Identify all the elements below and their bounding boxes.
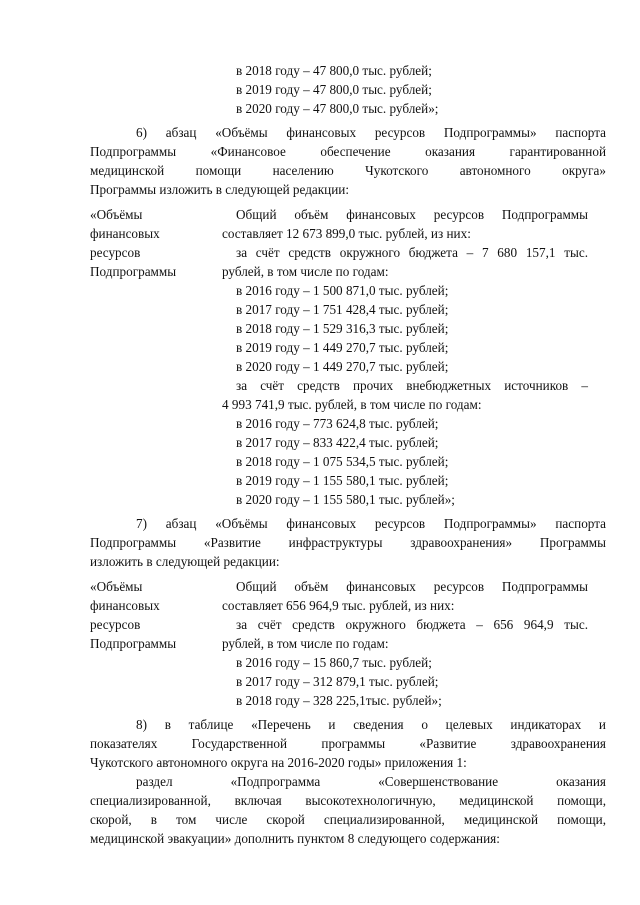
block6-label: «Объёмы: [90, 207, 143, 222]
block6-label: финансовых: [90, 226, 160, 241]
block6-text: в 2017 году – 833 422,4 тыс. рублей;: [236, 435, 439, 450]
block7-text: в 2016 году – 15 860,7 тыс. рублей;: [236, 655, 432, 670]
item8-section-line: специализированной, включая высокотехнологичную, медицинской помощи,: [90, 793, 606, 808]
block7-label: финансовых: [90, 598, 160, 613]
block6-label: ресурсов: [90, 245, 141, 260]
item6-line: 6) абзац «Объёмы финансовых ресурсов Подпрограммы» паспорта: [136, 125, 606, 140]
block7-text: за счёт средств окружного бюджета – 656 964,9 тыс.: [236, 617, 588, 632]
item8-section-line: раздел «Подпрограмма «Совершенствование оказания: [136, 774, 606, 789]
block6-text: в 2016 году – 1 500 871,0 тыс. рублей;: [236, 283, 449, 298]
item6-line: медицинской помощи населению Чукотского автономного округа»: [90, 163, 606, 178]
block7-label: ресурсов: [90, 617, 141, 632]
item7-line: изложить в следующей редакции:: [90, 554, 280, 569]
item8-section-line: скорой, в том числе скорой специализированной, медицинской помощи,: [90, 812, 606, 827]
block6-text: в 2020 году – 1 449 270,7 тыс. рублей;: [236, 359, 449, 374]
block6-text: составляет 12 673 899,0 тыс. рублей, из них:: [222, 226, 471, 241]
block6-text: рублей, в том числе по годам:: [222, 264, 389, 279]
block6-label: Подпрограммы: [90, 264, 177, 279]
top-line: в 2019 году – 47 800,0 тыс. рублей;: [236, 82, 432, 97]
item8-line: Чукотского автономного округа на 2016-2020 годы» приложения 1:: [90, 755, 467, 770]
block6-text: в 2018 году – 1 075 534,5 тыс. рублей;: [236, 454, 449, 469]
block7-label: «Объёмы: [90, 579, 143, 594]
block6-text: в 2020 году – 1 155 580,1 тыс. рублей»;: [236, 492, 455, 507]
item6-line: Подпрограммы «Финансовое обеспечение оказания гарантированной: [90, 144, 606, 159]
block7-text: рублей, в том числе по годам:: [222, 636, 389, 651]
item7-line: 7) абзац «Объёмы финансовых ресурсов Подпрограммы» паспорта: [136, 516, 606, 531]
block7-text: составляет 656 964,9 тыс. рублей, из них:: [222, 598, 455, 613]
block7-label: Подпрограммы: [90, 636, 177, 651]
item8-line: 8) в таблице «Перечень и сведения о целевых индикаторах и: [136, 717, 606, 732]
block6-text: в 2019 году – 1 449 270,7 тыс. рублей;: [236, 340, 449, 355]
item7-line: Подпрограммы «Развитие инфраструктуры здравоохранения» Программы: [90, 535, 606, 550]
item6-line: Программы изложить в следующей редакции:: [90, 182, 350, 197]
block6-text: за счёт средств окружного бюджета – 7 680 157,1 тыс.: [236, 245, 588, 260]
block6-text: 4 993 741,9 тыс. рублей, в том числе по годам:: [222, 397, 482, 412]
block6-text: в 2016 году – 773 624,8 тыс. рублей;: [236, 416, 439, 431]
top-line: в 2018 году – 47 800,0 тыс. рублей;: [236, 63, 432, 78]
block7-text: Общий объём финансовых ресурсов Подпрограммы: [236, 579, 588, 594]
block6-text: в 2018 году – 1 529 316,3 тыс. рублей;: [236, 321, 449, 336]
block6-text: в 2019 году – 1 155 580,1 тыс. рублей;: [236, 473, 449, 488]
block6-text: в 2017 году – 1 751 428,4 тыс. рублей;: [236, 302, 449, 317]
top-line: в 2020 году – 47 800,0 тыс. рублей»;: [236, 101, 439, 116]
block7-text: в 2017 году – 312 879,1 тыс. рублей;: [236, 674, 439, 689]
item8-section-line: медицинской эвакуации» дополнить пунктом 8 следующего содержания:: [90, 831, 500, 846]
item8-line: показателях Государственной программы «Развитие здравоохранения: [90, 736, 606, 751]
block6-text: за счёт средств прочих внебюджетных источников –: [236, 378, 588, 393]
block7-text: в 2018 году – 328 225,1тыс. рублей»;: [236, 693, 442, 708]
block6-text: Общий объём финансовых ресурсов Подпрограммы: [236, 207, 588, 222]
